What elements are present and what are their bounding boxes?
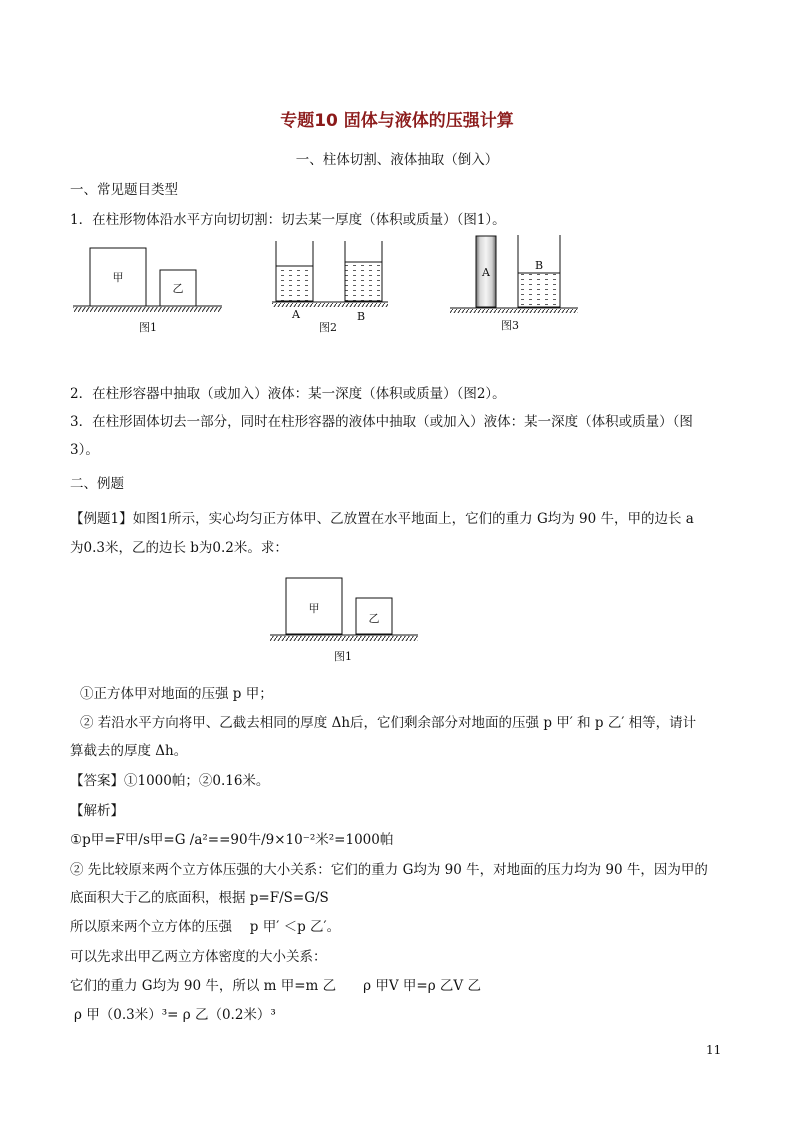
analysis-step-2-line2: 底面积大于乙的底面积，根据 p=F/S=G/S bbox=[70, 890, 329, 906]
type1-text: 1．在柱形物体沿水平方向切切割：切去某一厚度（体积或质量）（图1）。 bbox=[70, 212, 506, 228]
analysis-step-4: 可以先求出甲乙两立方体密度的大小关系： bbox=[70, 949, 327, 965]
water-b bbox=[346, 262, 382, 301]
question-2-line2: 算截去的厚度 Δh。 bbox=[70, 743, 188, 759]
figure-2-caption: 图2 bbox=[319, 321, 337, 334]
type3-text-line2: 3）。 bbox=[70, 442, 99, 458]
water-a bbox=[277, 266, 313, 301]
page-title: 专题10 固体与液体的压强计算 bbox=[280, 111, 514, 131]
analysis-step-1: ①p甲=F甲/s甲=G /a²==90牛/9×10⁻²米²=1000帕 bbox=[70, 832, 394, 848]
example-text-line2: 为0.3米，乙的边长 b为0.2米。求： bbox=[70, 540, 288, 556]
question-1: ①正方体甲对地面的压强 p 甲； bbox=[80, 686, 273, 702]
example-tag: 【例题1】 bbox=[70, 511, 133, 527]
figure-3-caption: 图3 bbox=[501, 319, 519, 332]
answer-line bbox=[70, 772, 269, 790]
figure-1-caption: 图1 bbox=[139, 321, 157, 334]
example-figure-1 bbox=[268, 572, 424, 666]
cube-a-label: 甲 bbox=[308, 602, 320, 615]
container-b-label: B bbox=[534, 259, 544, 272]
example-figure-caption: 图1 bbox=[334, 650, 352, 663]
type2-text: 2．在柱形容器中抽取（或加入）液体：某一深度（体积或质量）（图2）。 bbox=[70, 386, 506, 402]
ground-hatch bbox=[73, 307, 222, 312]
cube-b-label: 乙 bbox=[172, 282, 184, 295]
answer-tag: 【答案】 bbox=[70, 773, 124, 789]
page-number: 11 bbox=[706, 1043, 722, 1057]
container-a-label: A bbox=[292, 308, 300, 321]
analysis-step-6: ρ 甲（0.3米）³= ρ 乙（0.2米）³ bbox=[74, 1007, 276, 1023]
figure-2 bbox=[272, 238, 392, 342]
figure-1 bbox=[70, 240, 230, 340]
analysis-step-3: 所以原来两个立方体的压强 p 甲′ ＜p 乙′。 bbox=[70, 919, 341, 935]
part2-label: 二、例题 bbox=[70, 476, 124, 492]
water-b bbox=[519, 273, 560, 307]
type3-text-line1: 3．在柱形固体切去一部分，同时在柱形容器的液体中抽取（或加入）液体：某一深度（体积或质量）（图 bbox=[70, 414, 693, 430]
ground-hatch bbox=[270, 636, 418, 641]
analysis-step-5: 它们的重力 G均为 90 牛，所以 m 甲=m 乙 ρ 甲V 甲=ρ 乙V 乙 bbox=[70, 978, 481, 994]
question-2-line1: ② 若沿水平方向将甲、乙截去相同的厚度 Δh后，它们剩余部分对地面的压强 p 甲′ 和 p 乙′ 相等，请计 bbox=[80, 715, 697, 731]
answer-text: ①1000帕；②0.16米。 bbox=[124, 773, 270, 789]
example-text-line1: 如图1所示，实心均匀正方体甲、乙放置在水平地面上，它们的重力 G均为 90 牛，甲的边长 a bbox=[132, 511, 694, 527]
example-line1 bbox=[70, 510, 694, 528]
figure-3 bbox=[448, 232, 584, 338]
cube-a-label: 甲 bbox=[112, 271, 124, 284]
ground-hatch bbox=[272, 303, 388, 307]
analysis-step-2-line1: ② 先比较原来两个立方体压强的大小关系：它们的重力 G均为 90 牛，对地面的压力均为 90 牛，因为甲的 bbox=[70, 862, 708, 878]
cube-b-label: 乙 bbox=[368, 612, 380, 625]
container-b-label: B bbox=[356, 310, 366, 323]
ground-hatch bbox=[450, 309, 578, 313]
analysis-tag: 【解析】 bbox=[70, 803, 124, 819]
rod-a-label: A bbox=[482, 266, 490, 279]
part1-label: 一、常见题目类型 bbox=[70, 182, 178, 198]
section-heading: 一、柱体切割、液体抽取（倒入） bbox=[295, 152, 499, 168]
